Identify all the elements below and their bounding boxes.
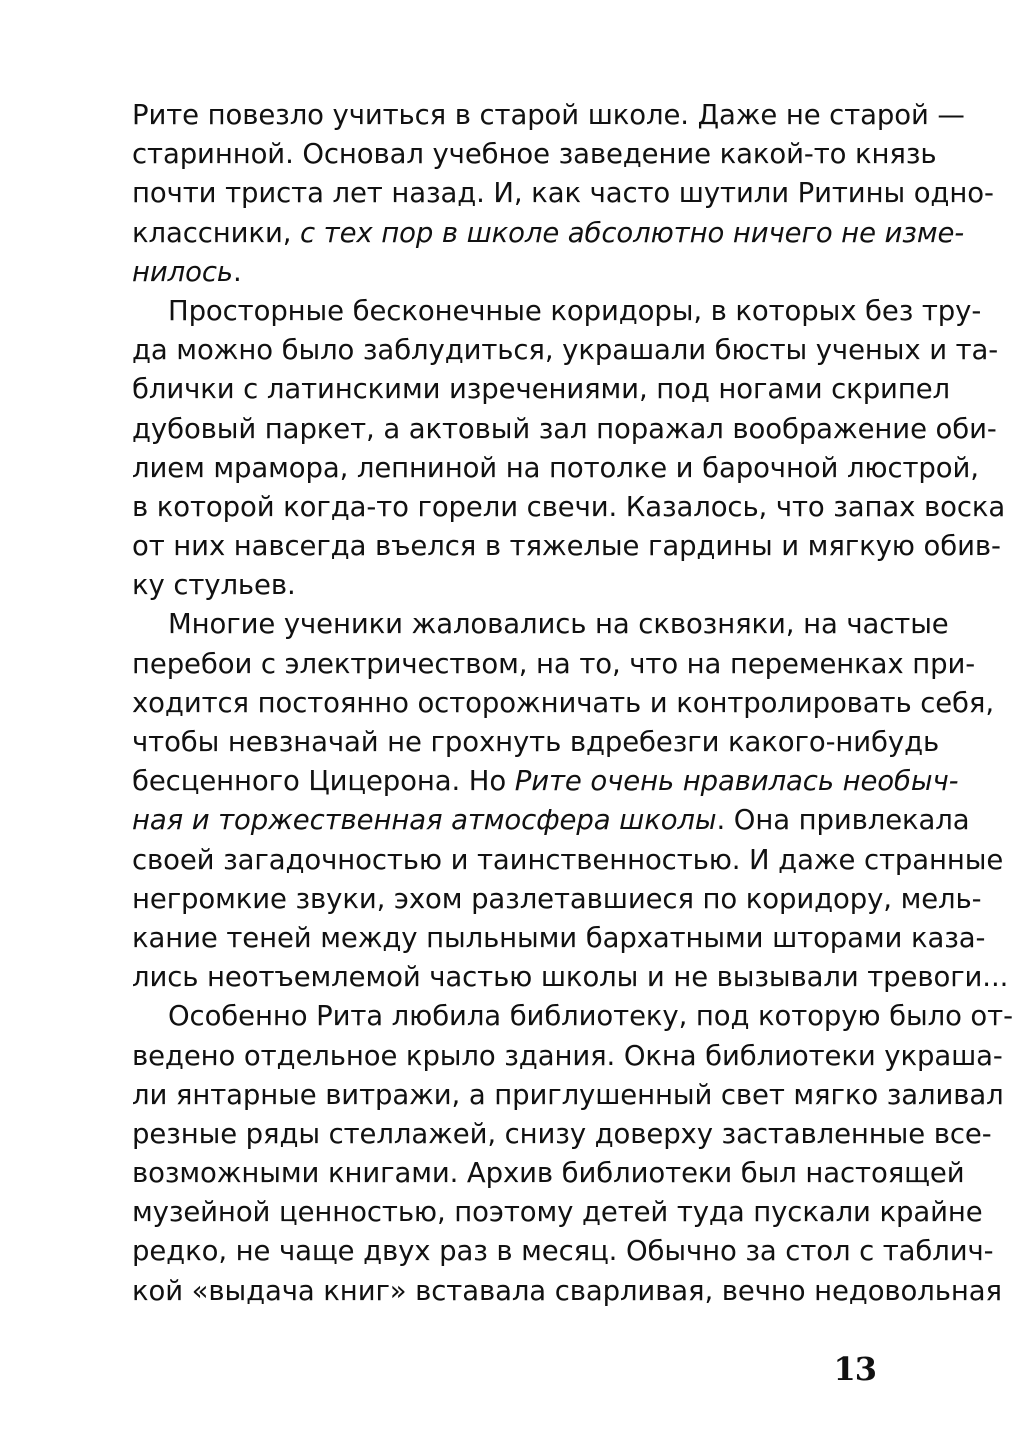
text-run: . Она привлекала: [716, 804, 970, 837]
text-run: перебои с электричеством, на то, что на переменках при-: [132, 647, 976, 680]
text-run: Рите повезло учиться в старой школе. Даже не старой —: [132, 99, 965, 131]
text-line: [132, 566, 877, 605]
text-run: ведено отдельное крыло здания. Окна библиотеки украша-: [132, 1039, 1003, 1072]
text-line: [132, 997, 1013, 1036]
text-run: ходится постоянно осторожничать и контролировать себя,: [132, 686, 994, 719]
italic-text: нилось: [132, 255, 233, 288]
text-line: [132, 214, 965, 253]
text-run: бесценного Цицерона. Но: [132, 765, 515, 798]
paragraph: [132, 292, 1006, 606]
text-run: возможными книгами. Архив библиотеки был настоящей: [132, 1157, 965, 1190]
text-run: Особенно Рита любила библиотеку, под которую было от-: [168, 1000, 1013, 1033]
text-run: да можно было заблудиться, украшали бюсты ученых и та-: [132, 334, 999, 367]
body-text: [132, 96, 1013, 1311]
text-line: [132, 370, 950, 409]
text-run: Многие ученики жаловались на сквозняки, на частые: [168, 608, 949, 641]
text-line: [132, 645, 976, 684]
text-line: [132, 331, 999, 370]
paragraph: [132, 997, 1013, 1311]
text-line: [132, 527, 1001, 566]
text-run: .: [232, 255, 242, 288]
text-line: [132, 880, 982, 919]
text-line: [132, 449, 979, 488]
text-line: [132, 1154, 965, 1193]
text-run: редко, не чаще двух раз в месяц. Обычно за стол с таблич-: [132, 1235, 994, 1268]
text-line: [132, 1037, 1003, 1076]
text-run: дубовый паркет, а актовый зал поражал воображение оби-: [132, 412, 997, 445]
text-line: [132, 292, 982, 331]
text-line: [132, 135, 937, 174]
text-run: в которой когда-то горели свечи. Казалось, что запах воска: [132, 490, 1006, 523]
text-line: [132, 96, 965, 135]
text-line: [132, 605, 949, 644]
text-run: резные ряды стеллажей, снизу доверху заставленные все-: [132, 1117, 992, 1150]
text-run: негромкие звуки, эхом разлетавшиеся по коридору, мель-: [132, 882, 982, 915]
text-line: [132, 684, 994, 723]
text-line: [132, 919, 986, 958]
italic-text: с тех пор в школе абсолютно ничего не изме-: [300, 216, 965, 249]
text-run: классники,: [132, 216, 300, 249]
text-run: музейной ценностью, поэтому детей туда пускали крайне: [132, 1196, 983, 1229]
text-line: [132, 1232, 994, 1271]
text-run: старинной. Основал учебное заведение какой-то князь: [132, 138, 937, 171]
italic-text: Рите очень нравилась необыч-: [514, 765, 959, 798]
paragraph: [132, 96, 994, 292]
text-line: [132, 762, 959, 801]
text-run: лись неотъемлемой частью школы и не вызывали тревоги...: [132, 961, 1009, 994]
text-line: [132, 488, 1006, 527]
text-line: [132, 801, 970, 840]
text-line: [132, 410, 997, 449]
paragraph: [132, 605, 1009, 997]
text-line: [132, 253, 877, 292]
text-line: [132, 1272, 1002, 1311]
text-run: ли янтарные витражи, а приглушенный свет мягко заливал: [132, 1078, 1004, 1111]
text-line: [132, 1115, 992, 1154]
text-run: своей загадочностью и таинственностью. И даже странные: [132, 843, 1004, 876]
text-run: ку стульев.: [132, 569, 296, 602]
text-line: [132, 841, 1004, 880]
text-line: [132, 723, 940, 762]
text-line: [132, 174, 994, 213]
text-run: почти триста лет назад. И, как часто шутили Ритины одно-: [132, 177, 994, 210]
text-run: чтобы невзначай не грохнуть вдребезги какого-нибудь: [132, 726, 940, 758]
text-run: кой «выдача книг» вставала сварливая, вечно недовольная: [132, 1274, 1002, 1307]
text-line: [132, 1076, 1004, 1115]
text-run: лием мрамора, лепниной на потолке и барочной люстрой,: [132, 451, 979, 484]
italic-text: ная и торжественная атмосфера школы: [132, 804, 717, 837]
text-run: от них навсегда въелся в тяжелые гардины и мягкую обив-: [132, 530, 1001, 563]
text-run: кание теней между пыльными бархатными шторами каза-: [132, 921, 986, 954]
text-line: [132, 958, 1009, 997]
text-run: блички с латинскими изречениями, под ногами скрипел: [132, 373, 950, 406]
text-line: [132, 1193, 983, 1232]
text-run: Просторные бесконечные коридоры, в которых без тру-: [168, 294, 982, 327]
page-number: 13: [833, 1350, 876, 1388]
